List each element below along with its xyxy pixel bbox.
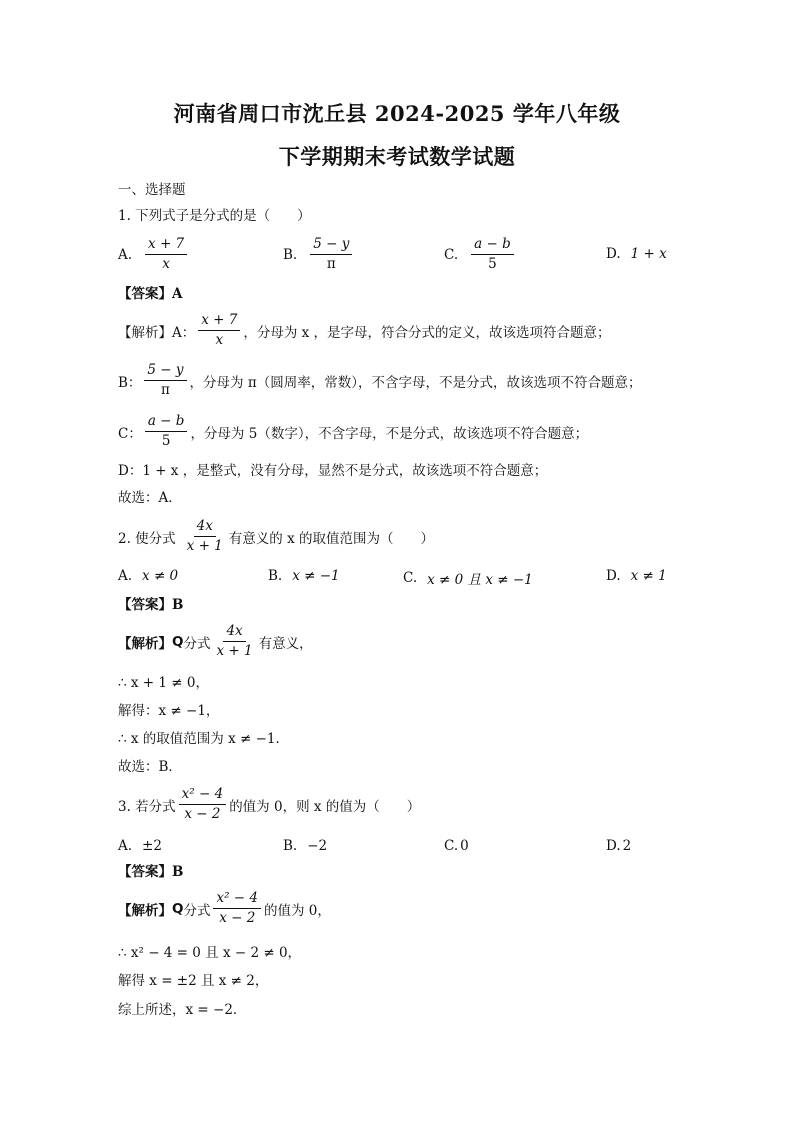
fraction-denominator: x	[215, 332, 224, 348]
q1-option-d-label: D.	[606, 246, 621, 262]
q1-option-c	[444, 236, 517, 273]
fraction-numerator: 5 − y	[144, 362, 186, 381]
q2-analysis-line1	[118, 623, 313, 660]
q2-option-a-text: x ≠ 0	[142, 568, 179, 584]
fraction-denominator: π	[161, 382, 170, 398]
q2-answer: 【答案】B	[118, 597, 184, 613]
q3-analysis-line3: 解得 x = ±2 且 x ≠ 2，	[118, 973, 269, 989]
q2-stem-suffix: 有意义的 x 的取值范围为（ ）	[228, 530, 434, 547]
document-title-line1: 河南省周口市沈丘县 2024-2025 学年八年级	[173, 101, 621, 126]
fraction-numerator: x² − 4	[179, 786, 227, 805]
fraction-denominator: 5	[161, 433, 171, 449]
q1-stem: 1. 下列式子是分式的是（ ）	[118, 208, 311, 224]
fraction-denominator: π	[326, 256, 336, 272]
fraction-numerator: x + 7	[198, 312, 240, 331]
q3-option-c-text: 0	[460, 838, 469, 854]
q3-option-d-label: D.	[606, 838, 621, 854]
fraction-numerator: x² − 4	[213, 890, 261, 909]
analysis-text: 有意义，	[258, 635, 313, 652]
analysis-label: C：	[118, 425, 142, 442]
fraction-numerator: 5 − y	[310, 236, 352, 255]
q2-option-d	[606, 568, 667, 584]
q1-answer: 【答案】A	[118, 286, 183, 302]
q3-option-b-text: −2	[307, 838, 328, 854]
q3-option-a-label: A.	[118, 838, 133, 854]
q3-option-a	[118, 838, 162, 854]
q1-option-c-label: C.	[444, 246, 459, 263]
q3-answer: 【答案】B	[118, 864, 184, 880]
q3-analysis-line1	[118, 890, 331, 927]
analysis-text: ，分母为 π（圆周率，常数），不含字母，不是分式，故该选项不符合题意；	[189, 374, 642, 391]
q3-analysis-line4: 综上所述，x = −2．	[118, 1002, 247, 1018]
q1-option-d-text: 1 + x	[630, 246, 667, 262]
analysis-fraction	[213, 623, 255, 660]
analysis-label: 【解析】	[118, 902, 172, 919]
q2-analysis-line4: ∴ x 的取值范围为 x ≠ −1．	[118, 731, 289, 747]
q2-option-c-label: C.	[403, 570, 418, 586]
analysis-label: B：	[118, 374, 142, 391]
q2-stem-fraction	[184, 518, 226, 555]
fraction-denominator: x − 2	[219, 910, 256, 926]
q2-option-c	[403, 568, 533, 588]
analysis-fraction	[213, 890, 261, 927]
q3-option-b	[283, 838, 327, 854]
q3-analysis-line2: ∴ x² − 4 = 0 且 x − 2 ≠ 0，	[118, 945, 302, 961]
because-symbol: Q	[172, 900, 184, 917]
q3-option-d	[606, 838, 631, 854]
fraction-numerator: a − b	[145, 413, 188, 432]
fraction-denominator: x − 2	[184, 806, 221, 822]
fraction-denominator: x	[162, 256, 170, 272]
fraction-numerator: 4x	[194, 518, 216, 537]
q2-option-b-text: x ≠ −1	[292, 568, 340, 584]
analysis-label: 【解析】A：	[118, 324, 196, 341]
q1-analysis-a	[118, 312, 611, 349]
q2-stem-prefix: 2. 使分式	[118, 530, 176, 547]
analysis-fraction	[145, 413, 188, 450]
q1-option-a	[118, 236, 190, 273]
fraction-denominator: x + 1	[216, 643, 253, 659]
q2-stem	[118, 518, 434, 555]
q1-conclusion: 故选：A．	[118, 490, 182, 506]
q1-option-a-label: A.	[118, 246, 133, 263]
q2-option-a-label: A.	[118, 568, 133, 584]
q2-analysis-line2: ∴ x + 1 ≠ 0，	[118, 675, 209, 691]
q2-option-b	[268, 568, 340, 584]
q1-option-d	[606, 246, 667, 262]
q2-option-d-text: x ≠ 1	[630, 568, 667, 584]
fraction-denominator: x + 1	[186, 538, 223, 554]
q3-stem-prefix: 3. 若分式	[118, 798, 176, 815]
q1-option-b-fraction	[310, 236, 352, 273]
section-heading: 一、选择题	[118, 182, 186, 198]
q3-option-a-text: ±2	[142, 838, 162, 854]
fraction-numerator: x + 7	[145, 236, 187, 255]
document-title-line2: 下学期期末考试数学试题	[278, 144, 516, 169]
q1-option-c-fraction	[471, 236, 514, 273]
analysis-text: 的值为 0，	[264, 902, 331, 919]
q3-stem-suffix: 的值为 0，则 x 的值为（ ）	[229, 798, 421, 815]
q2-option-c-text: x ≠ 0 且 x ≠ −1	[427, 572, 533, 588]
q3-stem	[118, 786, 420, 823]
analysis-fraction	[198, 312, 240, 349]
q3-stem-fraction	[179, 786, 227, 823]
q2-analysis-line3: 解得：x ≠ −1，	[118, 703, 220, 719]
q2-conclusion: 故选：B．	[118, 759, 182, 775]
q1-analysis-d: D：1 + x ，是整式，没有分母，显然不是分式，故该选项不符合题意；	[118, 463, 548, 479]
fraction-numerator: 4x	[223, 623, 245, 642]
analysis-frac-label: 分式	[183, 902, 211, 919]
q1-option-b	[283, 236, 355, 273]
analysis-text: ，分母为 x ，是字母，符合分式的定义，故该选项符合题意；	[243, 324, 611, 341]
q2-option-b-label: B.	[268, 568, 283, 584]
q1-option-b-label: B.	[283, 246, 298, 263]
fraction-denominator: 5	[488, 256, 497, 272]
analysis-text: ，分母为 5（数字），不含字母，不是分式，故该选项不符合题意；	[190, 425, 589, 442]
q3-option-c-label: C.	[444, 838, 459, 854]
q3-option-b-label: B.	[283, 838, 298, 854]
q3-option-d-text: 2	[622, 838, 632, 854]
q3-option-c	[444, 838, 469, 854]
analysis-fraction	[144, 362, 186, 399]
q2-option-a	[118, 568, 178, 584]
fraction-numerator: a − b	[471, 236, 514, 255]
q1-analysis-c	[118, 413, 588, 450]
analysis-frac-label: 分式	[183, 635, 211, 652]
q2-option-d-label: D.	[606, 568, 621, 584]
analysis-label: 【解析】	[118, 635, 172, 652]
q1-option-a-fraction	[145, 236, 187, 273]
q1-analysis-b	[118, 362, 641, 399]
because-symbol: Q	[172, 633, 184, 650]
